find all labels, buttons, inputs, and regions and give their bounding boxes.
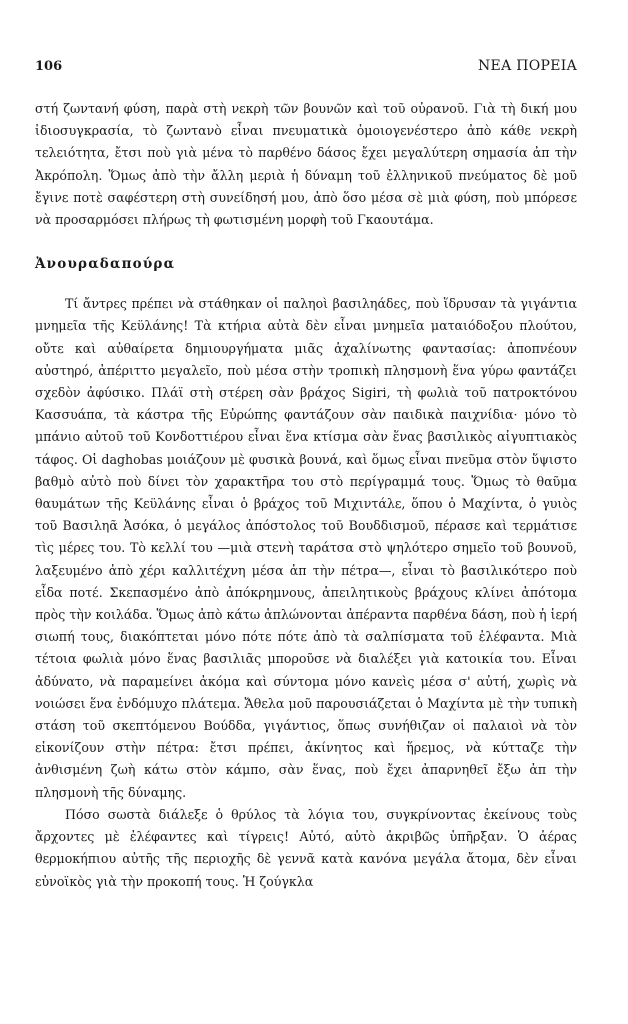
running-head (35, 58, 577, 80)
paragraph-1: στή ζωντανή φύση, παρὰ στὴ νεκρὴ τῶν βουνῶν καὶ τοῦ οὐρανοῦ. Γιὰ τὴ δική μου ἰδιοσυγκρασία, τὸ ζωντανὸ εἶναι πνευματικὰ ὁμοιογενέστερο ἀπὸ κάθε νεκρὴ τελειότητα, ἔτσι ποὺ γιὰ μένα τὸ παρθένο δάσος ἔχει μεγαλύτερη σημασία ἀπ τὴν Ἀκρόπολη. Ὅμως ἀπὸ τὴν ἄλλη μεριὰ ἡ δύναμη τοῦ ἐλληνικοῦ πνεύματος δὲ μοῦ ἔγινε ποτὲ σαφέστερη στὴ συνείδησή μου, ἀπὸ ὅσο μέσα σὲ μιὰ φύση, ποὺ μπόρεσε νὰ προσαρμόσει πλήρως τὴ φωτισμένη μορφὴ τοῦ Γκαουτάμα. (35, 101, 577, 228)
paragraph-3: Πόσο σωστὰ διάλεξε ὁ θρύλος τὰ λόγια του, συγκρίνοντας ἐκείνους τοὺς ἄρχοντες μὲ ἐλέφαντες καὶ τίγρεις! Αὐτό, αὐτὸ ἀκριβῶς ὑπῆρξαν. Ὁ ἀέρας θερμοκήπιου αὐτῆς τῆς περιοχῆς δὲ γεννᾶ κατὰ κανόνα μεγάλα ἄτομα, δὲν εἶναι εὐνοϊκὸς γιὰ τὴν προκοπή τους. Ἡ ζούγκλα (35, 806, 577, 889)
page (35, 58, 577, 893)
journal-title: ΝΕΑ ΠΟΡΕΙΑ (478, 58, 577, 74)
paragraph-2: Τί ἄντρες πρέπει νὰ στάθηκαν οἱ παληοὶ βασιληάδες, ποὺ ἵδρυσαν τὰ γιγάντια μνημεῖα τῆς Κεϋλάνης! Τὰ κτήρια αὐτὰ δὲν εἶναι μνημεῖα ματαιόδοξου πλούτου, οὔτε καὶ αὐθαίρετα δημιουργήματα μιᾶς ἀχαλίνωτης φαντασίας: ἀποπνέουν αὐστηρό, ἀπέριττο μεγαλεῖο, ποὺ μέσα στὴν τροπικὴ πλησμονὴ ἕνα γύρω φαντάζει σχεδὸν ἀφύσικο. Πλάϊ στὴ στέρεη σὰν βράχος Sigiri, τὴ φωλιὰ τοῦ πατροκτόνου Κασσυάπα, τὰ κάστρα τῆς Εὐρώπης φαντάζουν σὰν παιδικὰ παιχνίδια· μόνο τὸ μπάνιο αὐτοῦ τοῦ Κονδοττιέρου εἶναι ἕνα κτίσμα σὰν ἕνας βασιλικὸς αἰγυπτιακὸς τάφος. Οἱ daghobas μοιάζουν μὲ φυσικὰ βουνά, καὶ ὅμως εἶναι πνεῦμα στὸν ὕψιστο βαθμὸ αὐτὸ ποὺ δίνει τὸν χαρακτῆρα του στὸ περίγραμμά τους. Ὅμως τὸ θαῦμα θαυμάτων τῆς Κεϋλάνης εἶναι ὁ βράχος τοῦ Μιχιντάλε, ὅπου ὁ Μαχίντα, ὁ γυιὸς τοῦ Βασιληᾶ Ἀσόκα, ὁ μεγάλος ἀπόστολος τοῦ Βουδδισμοῦ, πέρασε καὶ τερμάτισε τὶς μέρες του. Τὸ κελλί του —μιὰ στενὴ ταράτσα στὸ ψηλότερο σημεῖο τοῦ βουνοῦ, λαξευμένο ἀπὸ χέρι καλλιτέχνη μέσα ἀπ τὴν πέτρα—, εἶναι τὸ βασιλικότερο ποὺ εἶδα ποτέ. Σκεπασμένο ἀπὸ ἀπόκρημνους, ἀπειλητικοὺς βράχους κλίνει ἀπότομα πρὸς τὴν κοιλάδα. Ὅμως ἀπὸ κάτω ἁπλώνονται ἀπέραντα παρθένα δάση, ποὺ ἡ ἱερή σιωπή τους, διακόπτεται μόνο πότε πότε ἀπὸ τὰ σαλπίσματα τοῦ ἐλέφαντα. Μιὰ τέτοια φωλιὰ μόνο ἕνας βασιλιᾶς μποροῦσε νὰ διαλέξει γιὰ κατοικία του. Εἶναι ἀδύνατο, νὰ παραμείνει ἀκόμα καὶ σύντομα μόνο κανεὶς μέσα σ' αὐτή, χωρὶς νὰ νοιώσει ἕνα ἐνδόμυχο πλάτεμα. Ἄθελα μοῦ παρουσιάζεται ὁ Μαχίντα μὲ τὴν τυπικὴ στάση τοῦ σκεπτόμενου Βούδδα, γιγάντιος, ὅπως συνήθιζαν οἱ παλαιοὶ νὰ τὸν εἰκονίζουν στὴν πέτρα: ἔτσι πρέπει, ἀκίνητος καὶ ἥρεμος, νὰ κύτταζε τὴν ἀνθισμένη ζωὴ κάτω στὸν κάμπο, σὰν ἕνας, ποὺ ἔχει ἀπαρνηθεῖ ἔξω ἀπ τὴν πλησμονὴ τῆς δύναμης. (35, 296, 577, 800)
section-heading: Ἀνουραδαπούρα (35, 256, 176, 273)
page-number: 106 (35, 59, 63, 74)
